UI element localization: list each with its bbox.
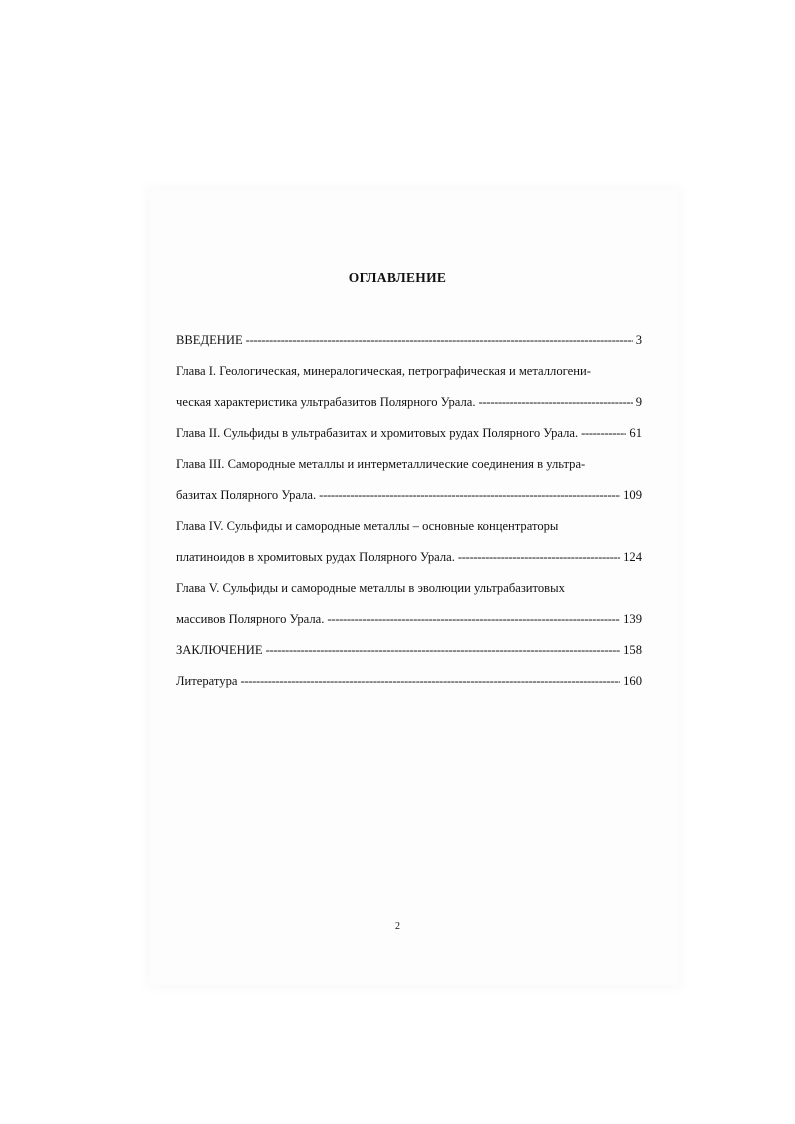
- toc-entry-chapter-3-line-1: [176, 453, 642, 484]
- toc-entry-text: Глава II. Сульфиды в ультрабазитах и хромитовых рудах Полярного Урала.: [176, 426, 579, 440]
- toc-entry-text: Глава I. Геологическая, минералогическая, петрографическая и металлогени-: [176, 364, 591, 378]
- toc-entry-text: базитах Полярного Урала.: [176, 488, 317, 502]
- dot-leader: [266, 639, 621, 661]
- toc-entry-page: 9: [635, 395, 642, 409]
- toc-entry-page: 109: [623, 488, 642, 502]
- toc-entry-introduction: [176, 329, 642, 360]
- dot-leader: [581, 422, 626, 444]
- toc-entry-chapter-3-line-2: [176, 484, 642, 515]
- toc-entry-text: Глава IV. Сульфиды и самородные металлы – основные концентраторы: [176, 519, 559, 533]
- toc-entry-text: массивов Полярного Урала.: [176, 612, 325, 626]
- toc-entry-text: ВВЕДЕНИЕ: [176, 333, 243, 347]
- toc-entry-chapter-2: [176, 422, 642, 453]
- dot-leader: [327, 608, 620, 630]
- toc-entry-chapter-5-line-2: [176, 608, 642, 639]
- toc-entry-text: Литература: [176, 674, 238, 688]
- dot-leader: [479, 391, 633, 413]
- toc-entry-text: ЗАКЛЮЧЕНИЕ: [176, 643, 263, 657]
- toc-entry-text: платиноидов в хромитовых рудах Полярного Урала.: [176, 550, 455, 564]
- dot-leader: [319, 484, 620, 506]
- toc-entry-page: 3: [635, 333, 642, 347]
- toc-entry-text: Глава V. Сульфиды и самородные металлы в эволюции ультрабазитовых: [176, 581, 565, 595]
- page-number: 2: [395, 921, 400, 932]
- dot-leader: [240, 670, 620, 692]
- table-of-contents: [176, 329, 642, 701]
- toc-heading: ОГЛАВЛЕНИЕ: [348, 270, 447, 285]
- toc-entry-page: 158: [623, 643, 642, 657]
- dot-leader: [246, 329, 633, 351]
- toc-entry-text: Глава III. Самородные металлы и интерметаллические соединения в ультра-: [176, 457, 586, 471]
- toc-entry-chapter-1-line-1: [176, 360, 642, 391]
- toc-entry-page: 139: [623, 612, 642, 626]
- toc-entry-chapter-4-line-1: [176, 515, 642, 546]
- dot-leader: [458, 546, 620, 568]
- toc-entry-page: 160: [623, 674, 642, 688]
- toc-entry-page: 61: [629, 426, 642, 440]
- toc-entry-conclusion: [176, 639, 642, 670]
- toc-entry-page: 124: [623, 550, 642, 564]
- toc-entry-chapter-5-line-1: [176, 577, 642, 608]
- toc-entry-chapter-1-line-2: [176, 391, 642, 422]
- toc-entry-chapter-4-line-2: [176, 546, 642, 577]
- toc-entry-text: ческая характеристика ультрабазитов Полярного Урала.: [176, 395, 476, 409]
- toc-entry-literature: [176, 670, 642, 701]
